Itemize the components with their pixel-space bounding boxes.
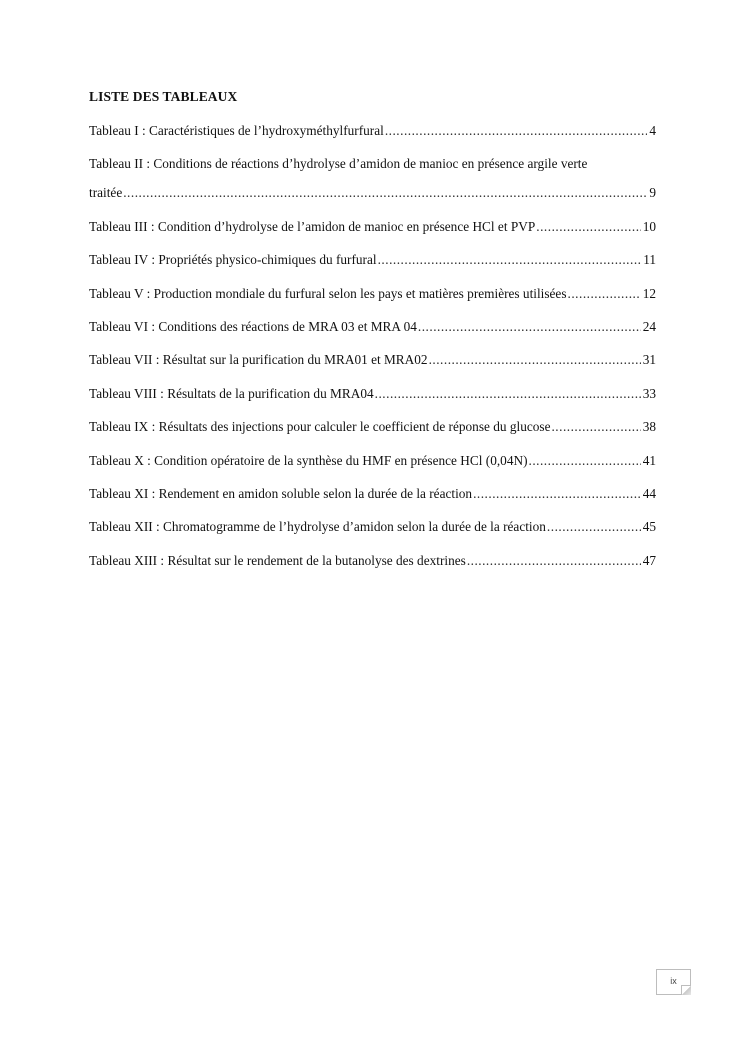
toc-entry-page: 12	[642, 285, 656, 301]
dot-leader	[418, 318, 641, 336]
toc-entry-label-line-1: Tableau II : Conditions de réactions d’hydrolyse d’amidon de manioc en présence argile verte	[89, 156, 588, 172]
toc-entry-tableau-1[interactable]	[89, 122, 656, 140]
dot-leader	[123, 184, 647, 202]
toc-entry-page: 4	[649, 123, 656, 138]
toc-entry-label: Tableau XII : Chromatogramme de l’hydrolyse d’amidon selon la durée de la réaction	[89, 519, 546, 535]
toc-entry-label: Tableau X : Condition opératoire de la synthèse du HMF en présence HCl (0,04N)	[89, 452, 528, 468]
toc-entry-label: traitée	[89, 185, 123, 201]
toc-entry-page: 45	[642, 519, 656, 535]
toc-entry-page: 24	[642, 318, 656, 334]
toc-entry-page: 31	[642, 352, 656, 368]
toc-entry-tableau-11[interactable]	[89, 485, 656, 503]
dot-leader	[429, 351, 641, 369]
page-curl-icon	[681, 985, 691, 995]
toc-entry-tableau-4[interactable]	[89, 251, 656, 269]
toc-entry-tableau-2[interactable]	[89, 155, 656, 202]
dot-leader	[473, 485, 641, 503]
dot-leader	[536, 218, 640, 236]
page-number-badge	[656, 969, 691, 995]
toc-entry-tableau-6[interactable]	[89, 318, 656, 336]
toc-entry-page: 47	[642, 552, 656, 568]
toc-entry-page: 41	[642, 452, 656, 468]
toc-entry-tableau-10[interactable]	[89, 452, 656, 470]
toc-entry-label: Tableau I : Caractéristiques de l’hydroxyméthylfurfural	[89, 123, 384, 138]
toc-entry-tableau-9[interactable]	[89, 418, 656, 436]
dot-leader	[568, 285, 641, 303]
toc-entry-page: 33	[642, 385, 656, 401]
toc-entry-label: Tableau VII : Résultat sur la purification du MRA01 et MRA02	[89, 352, 428, 368]
toc-entry-label: Tableau VIII : Résultats de la purification du MRA04	[89, 385, 374, 401]
toc-entry-tableau-7[interactable]	[89, 351, 656, 369]
toc-entry-page: 38	[642, 419, 656, 435]
dot-leader	[551, 418, 640, 436]
toc-entry-tableau-8[interactable]	[89, 385, 656, 403]
page-title: LISTE DES TABLEAUX	[89, 89, 238, 104]
toc-entry-tableau-12[interactable]	[89, 518, 656, 536]
page-number: ix	[670, 976, 677, 986]
toc-entry-label: Tableau IX : Résultats des injections pour calculer le coefficient de réponse du glucose	[89, 419, 551, 435]
toc-entry-label: Tableau XI : Rendement en amidon soluble selon la durée de la réaction	[89, 485, 473, 501]
dot-leader	[547, 518, 641, 536]
toc-entry-page: 44	[642, 485, 656, 501]
dot-leader	[385, 122, 648, 140]
dot-leader	[375, 385, 641, 403]
toc-entry-tableau-13[interactable]	[89, 552, 656, 570]
toc-entry-page: 11	[643, 252, 656, 268]
toc-entry-page: 10	[642, 218, 656, 234]
toc-entry-label: Tableau III : Condition d’hydrolyse de l’amidon de manioc en présence HCl et PVP	[89, 218, 536, 234]
toc-entry-label: Tableau XIII : Résultat sur le rendement de la butanolyse des dextrines	[89, 552, 466, 568]
dot-leader	[378, 251, 642, 269]
toc-entry-label: Tableau V : Production mondiale du furfural selon les pays et matières premières utilisées	[89, 285, 567, 301]
toc-entry-label: Tableau VI : Conditions des réactions de MRA 03 et MRA 04	[89, 318, 417, 334]
toc-entry-page: 9	[649, 185, 656, 201]
dot-leader	[467, 552, 641, 570]
table-list	[89, 122, 656, 585]
toc-entry-tableau-3[interactable]	[89, 218, 656, 236]
toc-entry-label: Tableau IV : Propriétés physico-chimiques du furfural	[89, 252, 377, 268]
dot-leader	[529, 452, 641, 470]
toc-entry-tableau-5[interactable]	[89, 285, 656, 303]
